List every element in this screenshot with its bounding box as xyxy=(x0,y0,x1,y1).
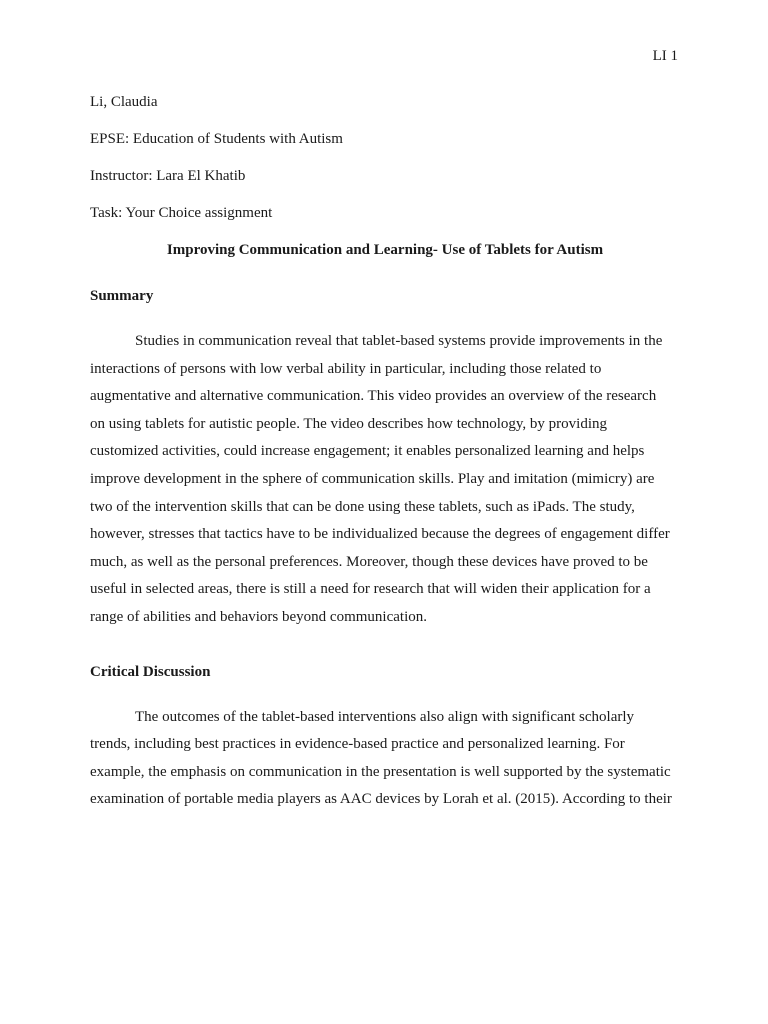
task-line: Task: Your Choice assignment xyxy=(90,205,273,221)
author-name: Li, Claudia xyxy=(90,94,158,110)
paragraph-line: however, stresses that tactics have to be individualized because the degrees of engagement differ xyxy=(90,526,670,543)
paragraph-line: improve development in the sphere of communication skills. Play and imitation (mimicry) are xyxy=(90,470,655,487)
paragraph-line: range of abilities and behaviors beyond communication. xyxy=(90,608,427,625)
course-name: EPSE: Education of Students with Autism xyxy=(90,131,343,147)
sections-container xyxy=(90,286,680,818)
paragraph-line: interactions of persons with low verbal ability in particular, including those related to xyxy=(90,360,602,377)
paragraph-line: useful in selected areas, there is still a need for research that will widen their application for a xyxy=(90,581,651,598)
paragraph-line: trends, including best practices in evidence-based practice and personalized learning. For xyxy=(90,736,625,753)
instructor-name: Instructor: Lara El Khatib xyxy=(90,168,246,184)
paragraph-line: customized activities, could increase engagement; it enables personalized learning and helps xyxy=(90,443,645,460)
document-body xyxy=(90,92,680,844)
paragraph-line: on using tablets for autistic people. The video describes how technology, by providing xyxy=(90,415,607,432)
paragraph-line: Studies in communication reveal that tablet-based systems provide improvements in the xyxy=(135,333,663,349)
paragraph-line: The outcomes of the tablet-based interventions also align with significant scholarly xyxy=(135,708,635,725)
paragraph-line: examination of portable media players as AAC devices by Lorah et al. (2015). According to their xyxy=(90,791,672,808)
section-heading: Critical Discussion xyxy=(90,663,211,680)
paragraph-line: much, as well as the personal preferences. Moreover, though these devices have proved to be xyxy=(90,553,648,570)
page-header-label: LI 1 xyxy=(652,48,678,64)
paragraph-line: example, the emphasis on communication in the presentation is well supported by the systematic xyxy=(90,763,671,780)
section-paragraph xyxy=(90,324,680,636)
paragraph-line: two of the intervention skills that can be done using these tablets, such as iPads. The study, xyxy=(90,498,635,515)
section-paragraph xyxy=(90,700,680,818)
paragraph-line: augmentative and alternative communication. This video provides an overview of the research xyxy=(90,388,657,405)
section-heading: Summary xyxy=(90,288,154,304)
document-title: Improving Communication and Learning- Use of Tablets for Autism xyxy=(166,242,604,258)
